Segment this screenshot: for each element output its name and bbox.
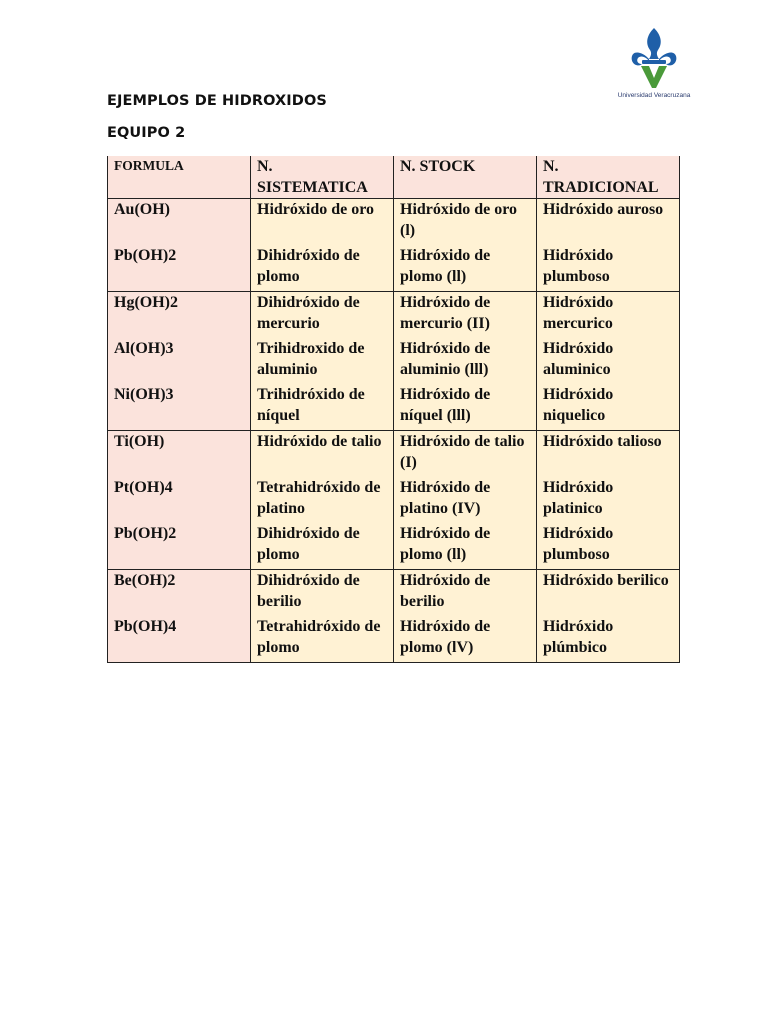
table-row xyxy=(108,616,680,663)
tradicional-cell: Hidróxido niquelico xyxy=(537,384,680,431)
table-row xyxy=(108,431,680,478)
formula-cell: Pt(OH)4 xyxy=(108,477,251,523)
table-row xyxy=(108,199,680,246)
stock-cell: Hidróxido de oro (l) xyxy=(394,199,537,246)
stock-cell: Hidróxido de platino (IV) xyxy=(394,477,537,523)
tradicional-cell: Hidróxido talioso xyxy=(537,431,680,478)
sistematica-cell: Dihidróxido de mercurio xyxy=(251,292,394,339)
sistematica-cell: Trihidróxido de níquel xyxy=(251,384,394,431)
formula-cell: Hg(OH)2 xyxy=(108,292,251,339)
sistematica-cell: Tetrahidróxido de plomo xyxy=(251,616,394,663)
tradicional-cell: Hidróxido platinico xyxy=(537,477,680,523)
formula-cell: Ti(OH) xyxy=(108,431,251,478)
header-stock: N. STOCK xyxy=(394,156,537,199)
tradicional-cell: Hidróxido plumboso xyxy=(537,245,680,292)
sistematica-cell: Dihidróxido de plomo xyxy=(251,523,394,570)
table-row xyxy=(108,523,680,570)
stock-cell: Hidróxido de talio (I) xyxy=(394,431,537,478)
tradicional-cell: Hidróxido berilico xyxy=(537,570,680,617)
sistematica-cell: Hidróxido de talio xyxy=(251,431,394,478)
formula-cell: Au(OH) xyxy=(108,199,251,246)
tradicional-cell: Hidróxido plumboso xyxy=(537,523,680,570)
stock-cell: Hidróxido de mercurio (II) xyxy=(394,292,537,339)
table-header-row xyxy=(108,156,680,199)
stock-cell: Hidróxido de níquel (lll) xyxy=(394,384,537,431)
table-row xyxy=(108,384,680,431)
stock-cell: Hidróxido de aluminio (lll) xyxy=(394,338,537,384)
sistematica-cell: Dihidróxido de berilio xyxy=(251,570,394,617)
table-row xyxy=(108,292,680,339)
formula-cell: Pb(OH)4 xyxy=(108,616,251,663)
sistematica-cell: Dihidróxido de plomo xyxy=(251,245,394,292)
formula-cell: Pb(OH)2 xyxy=(108,523,251,570)
logo-text: Universidad Veracruzana xyxy=(617,92,691,99)
stock-cell: Hidróxido de plomo (ll) xyxy=(394,245,537,292)
universidad-veracruzana-logo xyxy=(628,26,680,90)
stock-cell: Hidróxido de plomo (ll) xyxy=(394,523,537,570)
formula-cell: Al(OH)3 xyxy=(108,338,251,384)
table-row xyxy=(108,477,680,523)
stock-cell: Hidróxido de berilio xyxy=(394,570,537,617)
tradicional-cell: Hidróxido auroso xyxy=(537,199,680,246)
hydroxides-table xyxy=(107,156,680,663)
sistematica-cell: Hidróxido de oro xyxy=(251,199,394,246)
tradicional-cell: Hidróxido mercurico xyxy=(537,292,680,339)
header-formula: FORMULA xyxy=(108,156,251,199)
sistematica-cell: Trihidroxido de aluminio xyxy=(251,338,394,384)
tradicional-cell: Hidróxido plúmbico xyxy=(537,616,680,663)
header-sistematica: N. SISTEMATICA xyxy=(251,156,394,199)
table-row xyxy=(108,338,680,384)
formula-cell: Ni(OH)3 xyxy=(108,384,251,431)
header-tradicional: N. TRADICIONAL xyxy=(537,156,680,199)
team-label: EQUIPO 2 xyxy=(107,125,186,141)
formula-cell: Be(OH)2 xyxy=(108,570,251,617)
stock-cell: Hidróxido de plomo (lV) xyxy=(394,616,537,663)
sistematica-cell: Tetrahidróxido de platino xyxy=(251,477,394,523)
tradicional-cell: Hidróxido aluminico xyxy=(537,338,680,384)
formula-cell: Pb(OH)2 xyxy=(108,245,251,292)
page-title: EJEMPLOS DE HIDROXIDOS xyxy=(107,93,327,109)
table-row xyxy=(108,245,680,292)
logo xyxy=(608,26,700,106)
table-row xyxy=(108,570,680,617)
